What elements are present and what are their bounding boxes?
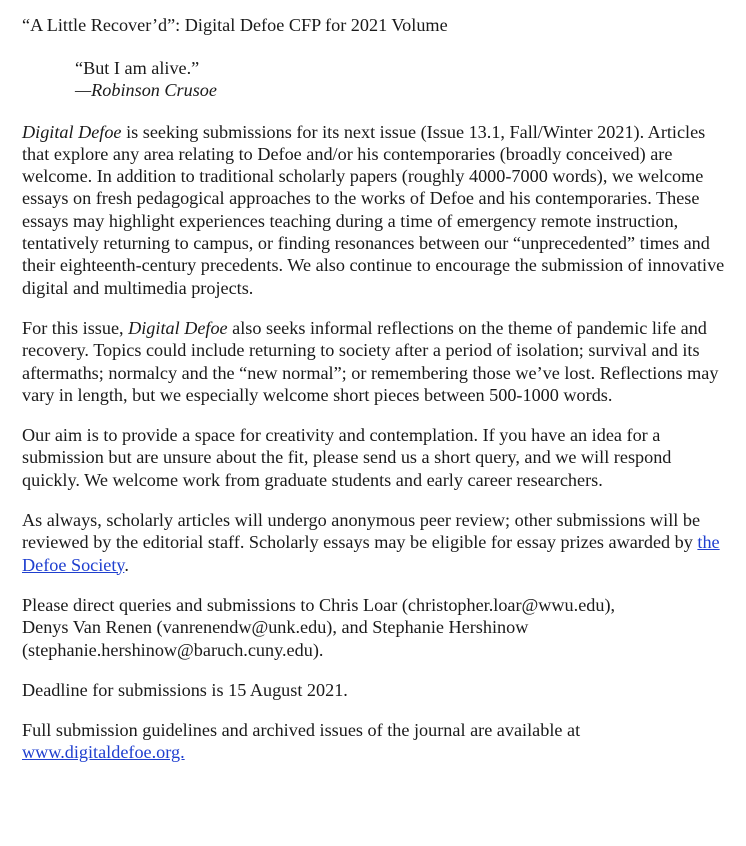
paragraph-deadline: Deadline for submissions is 15 August 2021. — [22, 679, 348, 700]
document-title: “A Little Recover’d”: Digital Defoe CFP for 2021 Volume — [22, 15, 448, 35]
paragraph-aim: Our aim is to provide a space for creativity and contemplation. If you have an idea for a submission but are unsure about the fit, please send us a short query, and we will respond quickly. We welcome work from graduate students and early career researchers. — [22, 425, 672, 490]
paragraph-reflections — [22, 317, 726, 406]
contacts-line-2: Denys Van Renen (vanrenendw@unk.edu), and Stephanie Hershinow — [22, 617, 529, 638]
paragraph-text: also seeks informal reflections on the theme of pandemic life and recovery. Topics could include returning to society after a period of isolation; survival and its aftermaths; normalcy and the “new normal”; or remembering those we’ve lost. Reflections may vary in length, but we especially welcome short pieces between 500-1000 words. — [22, 317, 719, 405]
website-link[interactable]: www.digitaldefoe.org. — [22, 742, 185, 763]
paragraph-end: . — [124, 554, 129, 575]
journal-name: Digital Defoe — [128, 317, 228, 338]
journal-name: Digital Defoe — [22, 121, 122, 142]
defoe-society-link[interactable]: the Defoe Society — [22, 532, 720, 575]
paragraph-text: Full submission guidelines and archived issues of the journal are available at — [22, 720, 581, 741]
paragraph-text: is seeking submissions for its next issue (Issue 13.1, Fall/Winter 2021). Articles that explore any area relating to Defoe and/or his contemporaries (broadly conceived) are welcome. In addition to traditional scholarly papers (roughly 4000-7000 words), we welcome essays on fresh pedagogical approaches to the works of Defoe and his contemporaries. These essays may highlight experiences teaching during a time of emergency remote instruction, tentatively returning to campus, or finding resonances between our “unprecedented” times and their eighteenth-century precedents. We also continue to encourage the submission of innovative digital and multimedia projects. — [22, 121, 725, 298]
paragraph-submissions — [22, 121, 726, 299]
epigraph-attribution: —Robinson Crusoe — [75, 80, 217, 101]
contacts-line-1: Please direct queries and submissions to Chris Loar (christopher.loar@wwu.edu), — [22, 594, 616, 615]
epigraph-quote: “But I am alive.” — [75, 58, 200, 78]
paragraph-review — [22, 509, 726, 576]
paragraph-guidelines — [22, 719, 726, 764]
epigraph — [75, 57, 726, 102]
contacts-line-3: (stephanie.hershinow@baruch.cuny.edu). — [22, 639, 324, 660]
paragraph-contacts — [22, 594, 726, 661]
paragraph-lead: For this issue, — [22, 317, 129, 338]
document-body — [22, 14, 726, 764]
paragraph-text: As always, scholarly articles will undergo anonymous peer review; other submissions will be reviewed by the editorial staff. Scholarly essays may be eligible for essay prizes awarded by — [22, 510, 701, 553]
